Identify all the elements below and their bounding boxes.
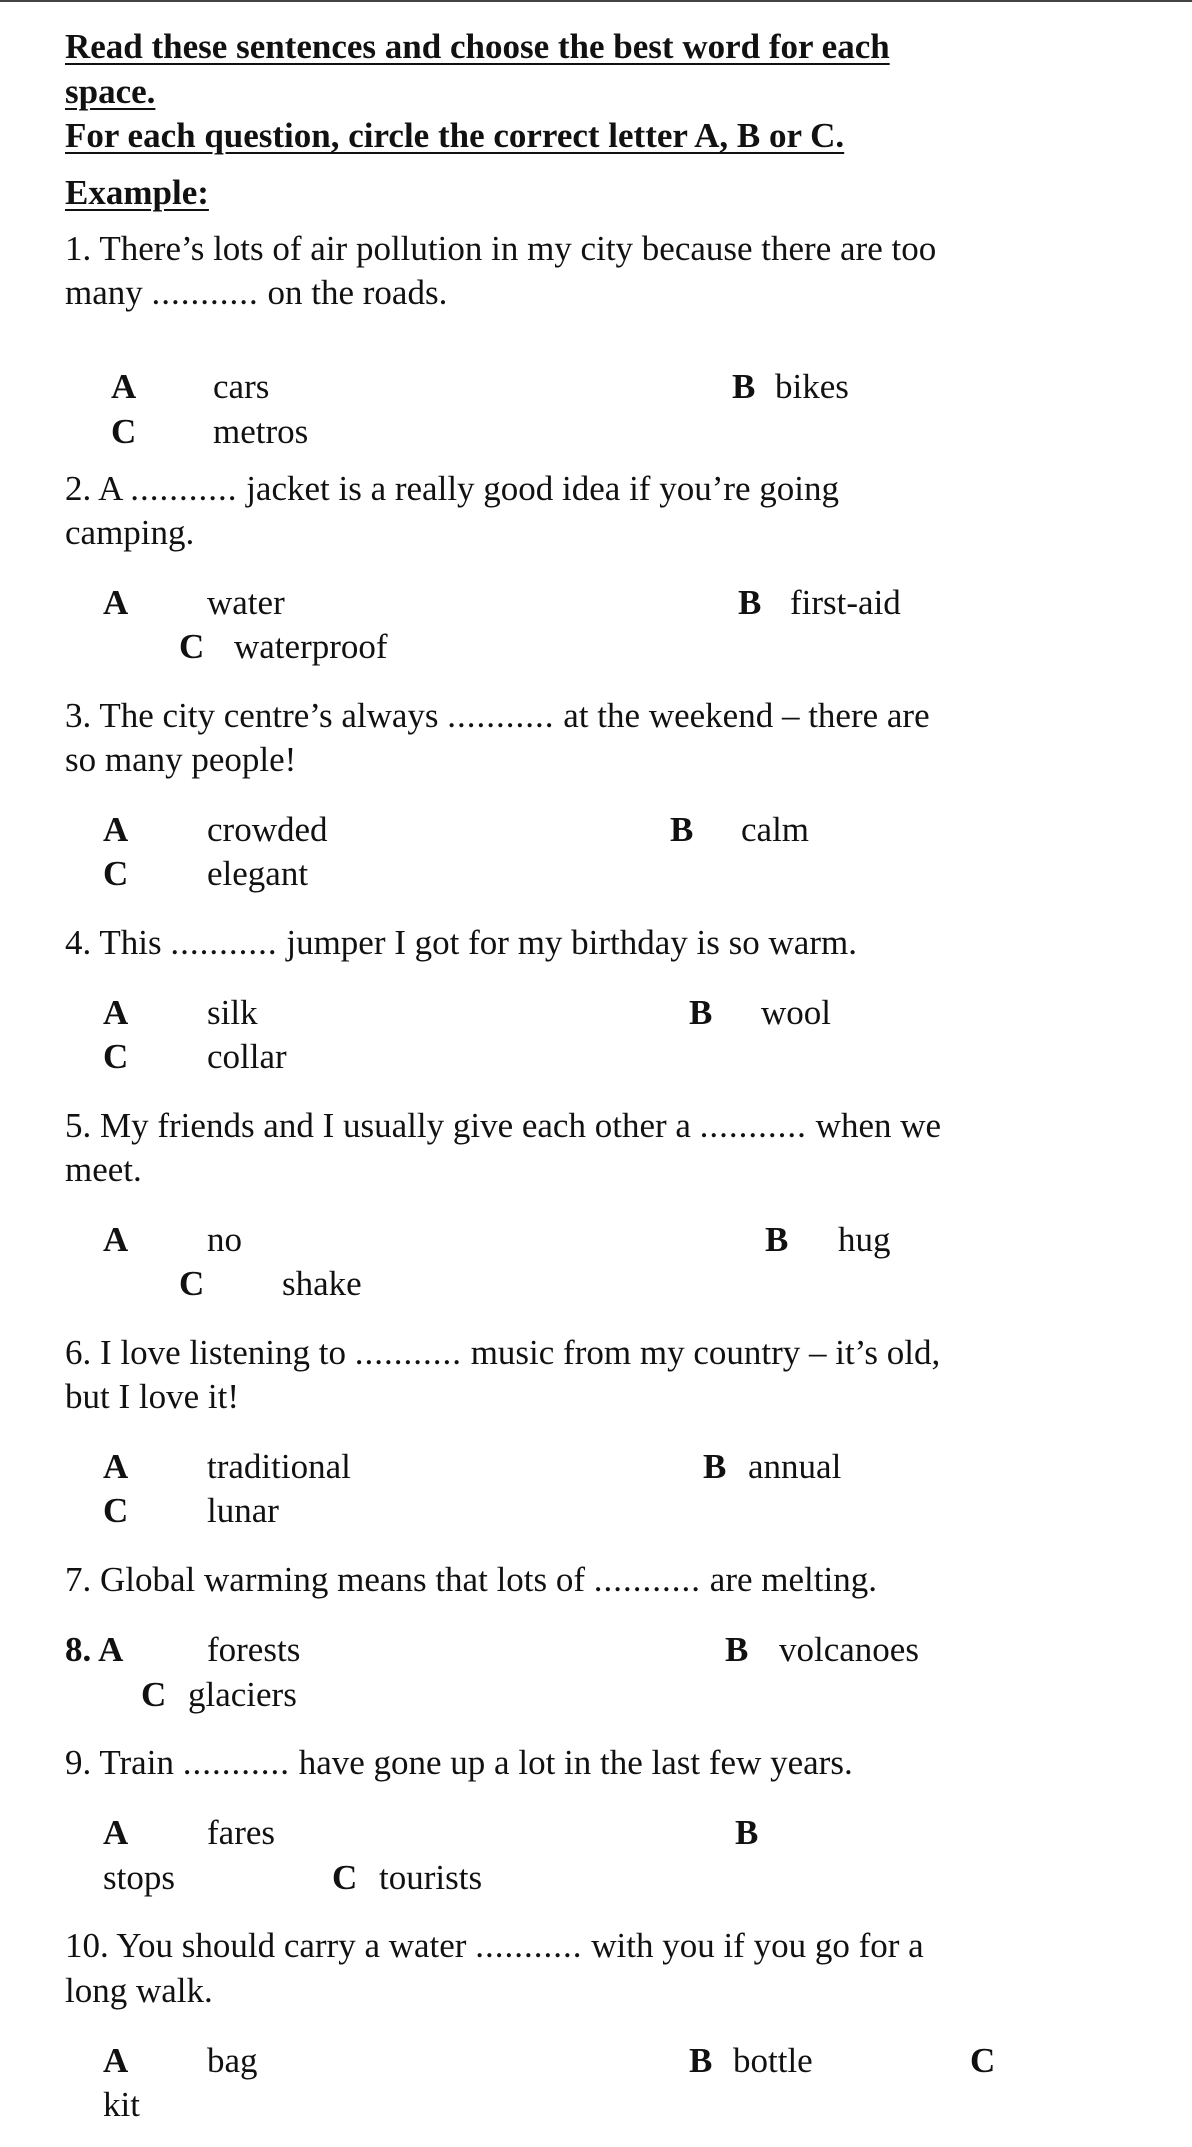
question-number: 10. <box>65 1926 109 1965</box>
option-text-c: lunar <box>207 1491 279 1530</box>
question-10-line-2: long walk. <box>65 1971 213 2010</box>
option-letter-a[interactable]: A <box>103 2041 129 2080</box>
option-letter-b[interactable]: B <box>732 367 756 406</box>
option-text-c: tourists <box>379 1858 483 1897</box>
question-text: with you if you go for a <box>591 1926 924 1965</box>
option-text-a: fares <box>207 1813 276 1852</box>
option-letter-a[interactable]: A <box>103 810 129 849</box>
option-letter-c[interactable]: C <box>141 1675 167 1714</box>
option-letter-b[interactable]: B <box>703 1447 727 1486</box>
question-text: jacket is a really good idea if you’re going <box>246 469 840 508</box>
question-number: 1. <box>65 229 92 268</box>
option-text-b: bikes <box>775 367 849 406</box>
option-letter-c[interactable]: C <box>103 1491 129 1530</box>
question-9-line-1 <box>65 1741 853 1785</box>
option-text-b: stops <box>103 1858 175 1897</box>
option-letter-c[interactable]: C <box>179 1264 205 1303</box>
answer-blank: ........... <box>699 1106 807 1145</box>
question-5-line-1 <box>65 1104 941 1148</box>
answer-blank: ........... <box>170 923 278 962</box>
option-letter-a[interactable]: A <box>103 583 129 622</box>
option-letter-b[interactable]: B <box>689 993 713 1032</box>
question-text: A <box>98 469 122 508</box>
question-text: My friends and I usually give each other a <box>100 1106 691 1145</box>
option-letter-c[interactable]: C <box>970 2041 996 2080</box>
question-number: 3. <box>65 696 92 735</box>
question-2-line-2: camping. <box>65 513 195 552</box>
question-1-line-2 <box>65 271 447 315</box>
answer-blank: ........... <box>475 1926 583 1965</box>
option-text-a: bag <box>207 2041 258 2080</box>
option-letter-c[interactable]: C <box>179 627 205 666</box>
option-text-a: crowded <box>207 810 328 849</box>
option-text-b: hug <box>838 1220 891 1259</box>
top-border <box>0 0 1192 2</box>
option-letter-b[interactable]: B <box>725 1630 749 1669</box>
answer-blank: ........... <box>130 469 238 508</box>
question-number: 5. <box>65 1106 92 1145</box>
option-text-c: glaciers <box>188 1675 297 1714</box>
question-text: on the roads. <box>267 273 448 312</box>
option-text-c: collar <box>207 1037 287 1076</box>
question-number: 2. <box>65 469 92 508</box>
question-text: I love listening to <box>100 1333 346 1372</box>
option-text-a: traditional <box>207 1447 351 1486</box>
option-text-b: bottle <box>733 2041 813 2080</box>
option-letter-c[interactable]: C <box>103 1037 129 1076</box>
question-6-line-1 <box>65 1331 940 1375</box>
question-text: many <box>65 273 143 312</box>
option-letter-b[interactable]: B <box>689 2041 713 2080</box>
option-text-b: wool <box>761 993 831 1032</box>
question-text: Train <box>99 1743 174 1782</box>
question-4-line-1 <box>65 921 857 965</box>
question-text: You should carry a water <box>116 1926 467 1965</box>
example-label: Example: <box>65 173 209 212</box>
question-text: There’s lots of air pollution in my city because there are too <box>99 229 937 268</box>
instruction-line-1: Read these sentences and choose the best word for each <box>65 27 890 66</box>
option-letter-a[interactable]: A <box>103 1813 129 1852</box>
option-text-a: water <box>207 583 285 622</box>
question-number: 9. <box>65 1743 92 1782</box>
question-7-line-1 <box>65 1558 877 1602</box>
option-text-c: waterproof <box>234 627 388 666</box>
question-text: Global warming means that lots of <box>100 1560 586 1599</box>
option-letter-c[interactable]: C <box>103 854 129 893</box>
question-number: 4. <box>65 923 92 962</box>
option-text-b: calm <box>741 810 810 849</box>
option-text-c: shake <box>282 1264 362 1303</box>
option-letter-a[interactable]: A <box>103 1220 129 1259</box>
question-3-line-1 <box>65 694 930 738</box>
option-letter-b[interactable]: B <box>738 583 762 622</box>
option-letter-a[interactable]: A <box>103 993 129 1032</box>
answer-blank: ........... <box>151 273 259 312</box>
option-text-a: no <box>207 1220 242 1259</box>
question-text: The city centre’s always <box>99 696 439 735</box>
question-10-line-1 <box>65 1924 924 1968</box>
question-text: This <box>99 923 162 962</box>
answer-blank: ........... <box>354 1333 462 1372</box>
question-text: are melting. <box>709 1560 877 1599</box>
option-letter-a[interactable]: 8. A <box>65 1630 124 1669</box>
option-letter-c[interactable]: C <box>332 1858 358 1897</box>
option-text-a: cars <box>213 367 270 406</box>
answer-blank: ........... <box>182 1743 290 1782</box>
question-number: 6. <box>65 1333 92 1372</box>
option-text-b: volcanoes <box>779 1630 919 1669</box>
option-text-c: elegant <box>207 854 309 893</box>
question-text: have gone up a lot in the last few years. <box>298 1743 853 1782</box>
option-letter-b[interactable]: B <box>735 1813 759 1852</box>
option-letter-b[interactable]: B <box>765 1220 789 1259</box>
question-text: jumper I got for my birthday is so warm. <box>286 923 857 962</box>
option-letter-b[interactable]: B <box>670 810 694 849</box>
option-letter-a[interactable]: A <box>111 367 137 406</box>
question-text: at the weekend – there are <box>563 696 930 735</box>
answer-blank: ........... <box>447 696 555 735</box>
question-5-line-2: meet. <box>65 1150 142 1189</box>
option-text-c: kit <box>103 2085 140 2124</box>
instruction-line-3: For each question, circle the correct letter A, B or C. <box>65 116 845 155</box>
question-text: music from my country – it’s old, <box>470 1333 941 1372</box>
question-2-line-1 <box>65 467 839 511</box>
question-3-line-2: so many people! <box>65 740 297 779</box>
question-number: 7. <box>65 1560 92 1599</box>
option-text-a: forests <box>207 1630 301 1669</box>
question-6-line-2: but I love it! <box>65 1377 239 1416</box>
question-text: when we <box>815 1106 942 1145</box>
instruction-line-2: space. <box>65 72 156 111</box>
option-letter-a[interactable]: A <box>103 1447 129 1486</box>
answer-blank: ........... <box>593 1560 702 1599</box>
option-text-c: metros <box>213 412 309 451</box>
option-text-a: silk <box>207 993 258 1032</box>
option-text-b: first-aid <box>790 583 901 622</box>
question-1-line-1 <box>65 227 936 271</box>
option-text-b: annual <box>748 1447 842 1486</box>
option-letter-c[interactable]: C <box>111 412 137 451</box>
